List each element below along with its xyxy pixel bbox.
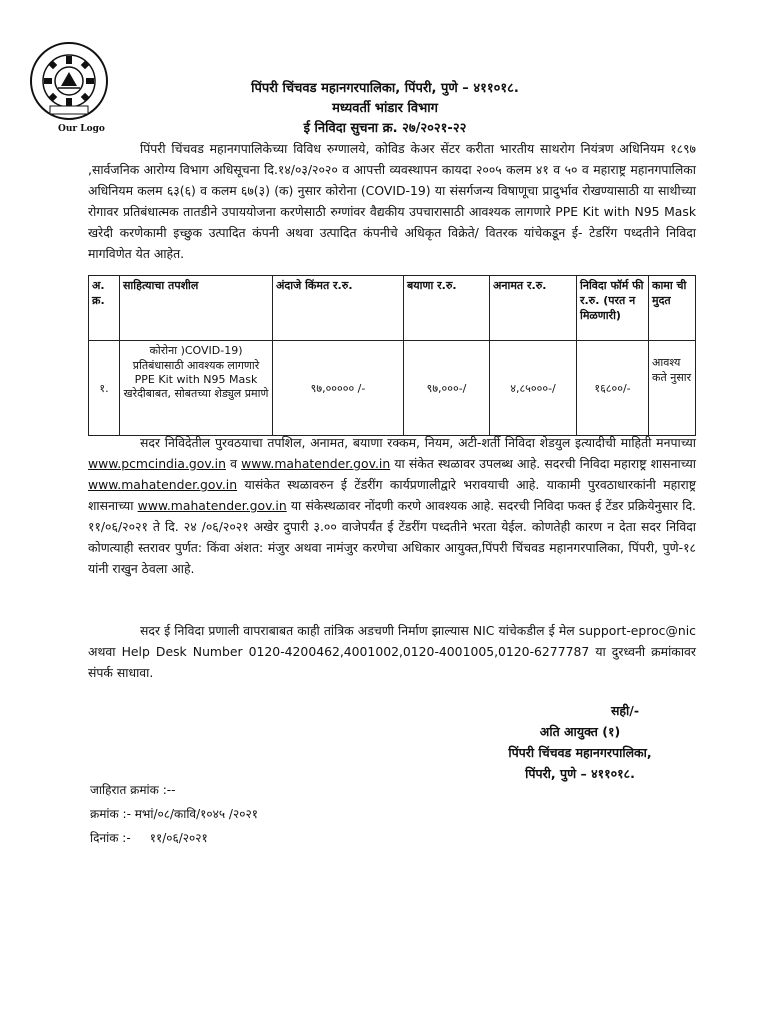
- link-mahatender-3[interactable]: www.mahatender.gov.in: [137, 498, 287, 513]
- link-mahatender-1[interactable]: www.mahatender.gov.in: [241, 456, 391, 471]
- helpdesk-paragraph: [88, 620, 696, 683]
- signatory-title: अति आयुक्त (१): [539, 724, 621, 739]
- col-material-details: साहित्याचा तपशील: [120, 276, 273, 341]
- footer-block: [90, 778, 258, 850]
- intro-text: पिंपरी चिंचवड महानगपालिकेच्या विविध रुग्णालये, कोविड केअर सेंटर करीता भारतीय साथरोग नियंत्रण अधिनियम १८९७ ,सार्वजनिक आरोग्य विभाग अधिसूचना दि.१४/०३/२०२० व आपत्ती व्यवस्थापन कायदा २००५ कलम ४१ व ५० व महाराष्ट्र महानगपालिका अधिनियम कलम ६३(६) व कलम ६७(३) (क) नुसार कोरोना (COVID-19) या संसर्गजन्य विषाणूचा प्रादुर्भाव रोखण्यासाठी या साथीच्या रोगावर प्रतिबंधात्मक तातडीने उपाययोजना करणेसाठी रुग्णांवर वैद्यकीय उपचारासाठी आवश्यक लागणारे PPE Kit with N95 Mask खरेदी करणेकामी इच्छुक उत्पादित कंपनी अथवा उत्पादित कंपनीचे अधिकृत विक्रेते/ वितरक यांचेकडून ई- टेडरिंग पध्दतीने निविदा मागविणेत येत आहेत.: [88, 141, 696, 261]
- col-estimated-cost: अंदाजे किंमत र.रु.: [273, 276, 404, 341]
- cell-sr-no: १.: [89, 341, 120, 436]
- cell-earnest-money: ९७,०००-/: [404, 341, 490, 436]
- col-sr-no: अ. क्र.: [89, 276, 120, 341]
- cell-material-details: कोरोना )COVID-19) प्रतिबंधासाठी आवश्यक लागणारे PPE Kit with N95 Mask खरेदीबाबत, सोबतच्या शेड्युल प्रमाणे: [120, 341, 273, 436]
- logo-caption: Our Logo: [58, 124, 105, 134]
- header-notice-number: ई निविदा सुचना क्र. २७/२०२१-२२: [303, 121, 467, 136]
- tender-table: [88, 275, 696, 436]
- signature-block: [430, 700, 730, 784]
- header-department: मध्यवर्ती भांडार विभाग: [332, 101, 438, 116]
- signatory-org: पिंपरी चिंचवड महानगरपालिका,: [508, 745, 652, 760]
- link-pcmcindia[interactable]: www.pcmcindia.gov.in: [88, 456, 226, 471]
- details-text-1: सदर निविदेतील पुरवठयाचा तपशिल, अनामत, बयाणा रक्कम, नियम, अटी-शर्ती निविदा शेडयुल इत्यादीची माहिती मनपाच्या: [140, 435, 696, 450]
- details-text-5: या संकेस्थळावर नोंदणी करणे आवश्यक आहे. सदरची निविदा फक्त ई टेंडर प्रक्रियेनुसार दि. ११/०६/२०२१ ते दि. २४ /०६/२०२१ अखेर दुपारी ३.०० वाजेपर्यंत ई टेंडरींग पध्दतीने भरता येईल. कोणतेही कारण न देता सदर निविदा कोणत्याही स्तरावर पुर्णत: किंवा अंशत: मंजुर अथवा नामंजुर करणेचा अधिकार आयुक्त,पिंपरी चिंचवड महानगरपालिका, पिंपरी, पुणे-१८ यांनी राखुन ठेवला आहे.: [88, 498, 696, 576]
- notice-date: दिनांक :- ११/०६/२०२१: [90, 831, 208, 845]
- table-row: [89, 341, 696, 436]
- col-earnest-money: बयाणा र.रु.: [404, 276, 490, 341]
- details-text-3: या संकेत स्थळावर उपलब्ध आहे. सदरची निविदा महाराष्ट्र शासनाच्या: [394, 456, 696, 471]
- col-form-fee: निविदा फॉर्म फी र.रु. (परत न मिळणारी): [577, 276, 649, 341]
- details-paragraph: [88, 432, 696, 579]
- cell-work-period: आवश्य कते नुसार: [649, 341, 696, 436]
- cell-form-fee: १६८००/-: [577, 341, 649, 436]
- helpdesk-text: सदर ई निविदा प्रणाली वापराबाबत काही तांत्रिक अडचणी निर्माण झाल्यास NIC यांचेकडील ई मेल support-eproc@nic अथवा Help Desk Number 0120-4200462,4001002,0120-4001005,0120-6277787 या दुरध्वनी क्रमांकावर संपर्क साधावा.: [88, 623, 696, 680]
- col-security-deposit: अनामत र.रु.: [490, 276, 577, 341]
- cell-estimated-cost: ९७,००००० /-: [273, 341, 404, 436]
- advert-number: जाहिरात क्रमांक :--: [90, 783, 176, 797]
- header-org-name: पिंपरी चिंचवड महानगरपालिका, पिंपरी, पुणे – ४११०१८.: [251, 81, 519, 96]
- details-text-2: व: [230, 456, 237, 471]
- signature-line: सही/-: [610, 703, 640, 718]
- details-text-4: यासंकेत स्थळावरुन ई टेंडरींग कार्यप्रणालीद्वारे भरावयाची आहे. याकामी पुरवठाधारकांनी महाराष्ट्र शासनाच्या: [88, 477, 696, 513]
- reference-number: क्रमांक :- मभां/०८/कावि/१०४५ /२०२१: [90, 807, 258, 821]
- signatory-address: पिंपरी, पुणे – ४११०१८.: [525, 766, 635, 781]
- pcmc-logo: [28, 40, 110, 122]
- intro-paragraph: [88, 138, 696, 264]
- link-mahatender-2[interactable]: www.mahatender.gov.in: [88, 477, 238, 492]
- table-header-row: [89, 276, 696, 341]
- col-work-period: कामा ची मुदत: [649, 276, 696, 341]
- cell-security-deposit: ४,८५०००-/: [490, 341, 577, 436]
